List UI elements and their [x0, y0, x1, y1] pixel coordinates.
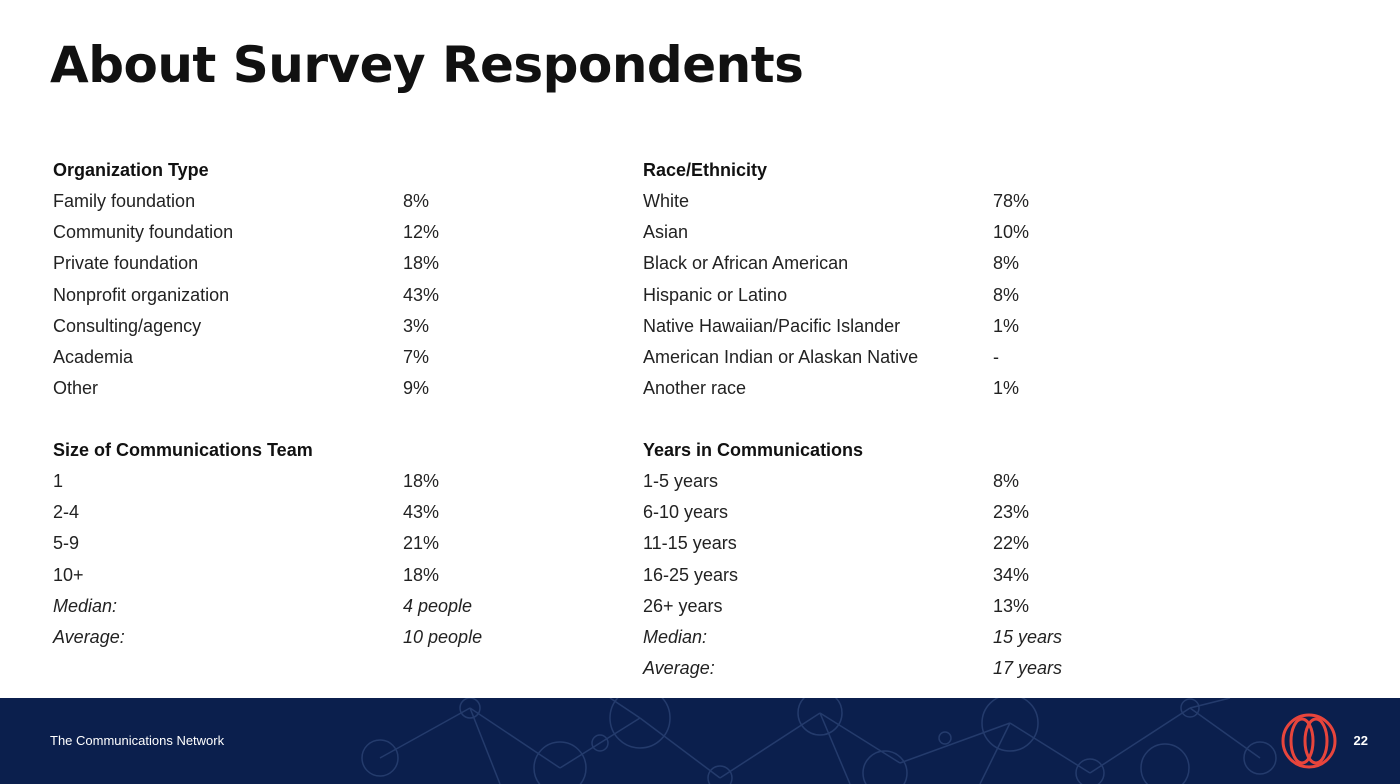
- table-row: [643, 217, 1163, 248]
- row-value: 10 people: [403, 626, 483, 647]
- row-value: -: [993, 346, 999, 367]
- row-label: Median:: [643, 626, 708, 647]
- row-label: Nonprofit organization: [53, 284, 230, 305]
- table-row: [53, 528, 573, 559]
- row-label: Native Hawaiian/Pacific Islander: [643, 315, 901, 336]
- average-row: [53, 622, 573, 653]
- team-size-section: [53, 435, 573, 653]
- row-value: 4 people: [403, 595, 473, 616]
- table-row: [53, 280, 573, 311]
- row-value: 22%: [993, 533, 1030, 554]
- row-label: 6-10 years: [643, 502, 729, 523]
- row-label: Average:: [53, 626, 125, 647]
- row-value: 18%: [403, 564, 440, 585]
- median-row: [643, 622, 1163, 653]
- row-value: 34%: [993, 564, 1030, 585]
- table-row: [53, 311, 573, 342]
- row-label: Other: [53, 378, 99, 399]
- row-value: 9%: [403, 378, 430, 399]
- row-label: Median:: [53, 595, 118, 616]
- row-label: 16-25 years: [643, 564, 739, 585]
- organization-name: The Communications Network: [50, 733, 225, 748]
- race-ethnicity-section: [643, 155, 1163, 404]
- table-row: [643, 373, 1163, 404]
- table-row: [643, 280, 1163, 311]
- interlocking-rings-logo-icon: [1280, 712, 1338, 770]
- table-row: [643, 248, 1163, 279]
- row-value: 12%: [403, 222, 440, 243]
- row-value: 21%: [403, 533, 440, 554]
- row-value: 8%: [993, 253, 1020, 274]
- table-row: [53, 560, 573, 591]
- table-row: [53, 466, 573, 497]
- row-label: Private foundation: [53, 253, 199, 274]
- table-row: [643, 466, 1163, 497]
- page-title: About Survey Respondents: [50, 36, 804, 94]
- row-value: 1%: [993, 378, 1020, 399]
- row-label: 11-15 years: [643, 533, 737, 554]
- row-label: 26+ years: [643, 595, 723, 616]
- row-label: Hispanic or Latino: [643, 284, 788, 305]
- average-row: [643, 653, 1163, 684]
- row-value: 8%: [993, 284, 1020, 305]
- row-label: 1: [53, 471, 64, 491]
- table-row: [643, 497, 1163, 528]
- row-label: 10+: [53, 564, 84, 585]
- row-label: Black or African American: [643, 253, 849, 274]
- row-value: 10%: [993, 222, 1030, 243]
- section-heading: Years in Communications: [643, 440, 864, 460]
- section-heading: Organization Type: [53, 160, 209, 180]
- section-heading: Size of Communications Team: [53, 440, 313, 460]
- row-label: Family foundation: [53, 191, 196, 211]
- row-label: White: [643, 191, 690, 211]
- table-row: [643, 342, 1163, 373]
- row-value: 43%: [403, 502, 440, 523]
- row-label: American Indian or Alaskan Native: [643, 346, 919, 367]
- row-value: 7%: [403, 346, 430, 367]
- years-in-communications-section: [643, 435, 1163, 684]
- table-row: [643, 528, 1163, 559]
- section-heading: Race/Ethnicity: [643, 160, 768, 180]
- row-label: Community foundation: [53, 222, 234, 243]
- table-row: [643, 560, 1163, 591]
- row-value: 15 years: [993, 626, 1063, 647]
- footer-bar: [0, 698, 1400, 784]
- row-value: 8%: [403, 191, 430, 211]
- page-number: 22: [1353, 733, 1368, 748]
- organization-type-section: [53, 155, 573, 404]
- row-label: Consulting/agency: [53, 315, 202, 336]
- row-label: Academia: [53, 346, 134, 367]
- row-label: Asian: [643, 222, 689, 243]
- row-label: 2-4: [53, 502, 80, 523]
- row-label: Another race: [643, 378, 747, 399]
- row-value: 17 years: [993, 658, 1063, 679]
- table-row: [53, 217, 573, 248]
- row-value: 23%: [993, 502, 1030, 523]
- row-value: 3%: [403, 315, 430, 336]
- row-value: 13%: [993, 595, 1030, 616]
- row-value: 18%: [403, 253, 440, 274]
- table-row: [53, 248, 573, 279]
- row-value: 18%: [403, 471, 440, 491]
- row-value: 8%: [993, 471, 1020, 491]
- table-row: [53, 186, 573, 217]
- row-label: 5-9: [53, 533, 80, 554]
- row-value: 78%: [993, 191, 1030, 211]
- median-row: [53, 591, 573, 622]
- row-label: Average:: [643, 658, 715, 679]
- table-row: [643, 591, 1163, 622]
- table-row: [53, 342, 573, 373]
- row-value: 1%: [993, 315, 1020, 336]
- table-row: [643, 186, 1163, 217]
- table-row: [53, 373, 573, 404]
- row-label: 1-5 years: [643, 471, 719, 491]
- table-row: [643, 311, 1163, 342]
- row-value: 43%: [403, 284, 440, 305]
- table-row: [53, 497, 573, 528]
